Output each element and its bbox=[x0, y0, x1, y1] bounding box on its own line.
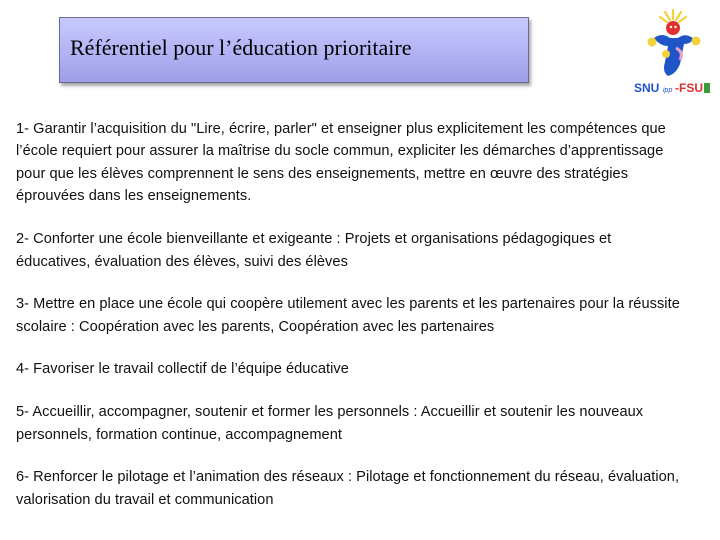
logo-text-sub: ipp bbox=[663, 87, 673, 94]
objective-1: 1- Garantir l’acquisition du "Lire, écrire, parler" et enseigner plus explicitement les compétences que l’école requiert pour assurer la maîtrise du socle commun, expliciter les démarches d’apprentissage pour que les élèves comprennent le sens des enseignements, mettre en œuvre des stratégies éprouvées dans les enseignements. bbox=[16, 121, 666, 205]
title-box bbox=[59, 17, 529, 83]
figure-body-icon bbox=[654, 35, 694, 76]
logo-text-suffix: -FSU bbox=[675, 81, 703, 95]
svg-text:ipp bbox=[663, 87, 672, 94]
objective-5: 5- Accueillir, accompagner, soutenir et former les personnels : Accueillir et soutenir les nouveaux personnels, formation continue, accompagnement bbox=[16, 404, 644, 443]
objective-2: 2- Conforter une école bienveillante et exigeante : Projets et organisations pédagogiques et éducatives, évaluation des élèves, suivi des élèves bbox=[16, 231, 612, 270]
slide-title: Référentiel pour l’éducation prioritaire bbox=[70, 35, 412, 60]
objective-6: 6- Renforcer le pilotage et l’animation des réseaux : Pilotage et fonctionnement du réseau, évaluation, valorisation du travail et communication bbox=[16, 469, 680, 508]
logo-text-main: SNU bbox=[634, 81, 660, 95]
head-icon bbox=[666, 21, 680, 35]
objective-3: 3- Mettre en place une école qui coopère utilement avec les parents et les partenaires pour la réussite scolaire : Coopération avec les parents, Coopération avec les partenaires bbox=[16, 296, 680, 335]
logo-green-mark-icon bbox=[704, 83, 710, 93]
logo-graphic bbox=[632, 8, 712, 98]
snuipp-fsu-logo bbox=[632, 8, 712, 98]
objectives-list bbox=[16, 118, 681, 532]
objective-4: 4- Favoriser le travail collectif de l’équipe éducative bbox=[16, 361, 349, 378]
svg-text:SNU bbox=[634, 81, 659, 95]
svg-text:-FSU bbox=[675, 81, 703, 95]
sun-rays-icon bbox=[660, 10, 686, 22]
